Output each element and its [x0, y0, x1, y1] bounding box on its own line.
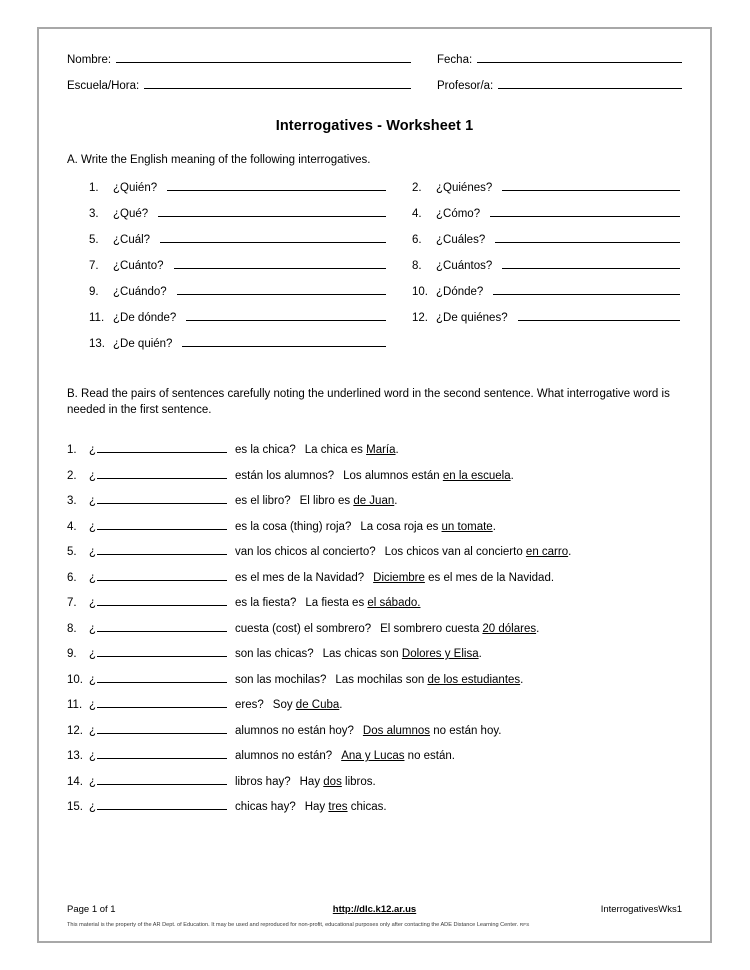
answer-sentence — [363, 725, 502, 737]
sentence-pair — [235, 699, 682, 711]
answer-suffix: es el mes de la Navidad. — [424, 571, 555, 584]
answer-prefix: Hay — [299, 775, 324, 788]
inverted-question-mark: ¿ — [89, 520, 97, 533]
document-id-label: InterrogativesWks1 — [600, 904, 683, 916]
section-b-item — [67, 671, 682, 686]
inverted-question-mark: ¿ — [89, 775, 97, 788]
answer-prefix: El sombrero cuesta — [380, 622, 483, 635]
school-field-group — [67, 77, 437, 92]
answer-write-line[interactable] — [97, 696, 227, 708]
interrogative-word: ¿Dónde? — [436, 285, 484, 298]
interrogative-word: ¿De quién? — [113, 337, 173, 350]
answer-write-line[interactable] — [167, 179, 386, 191]
answer-sentence — [273, 699, 343, 711]
interrogative-word: ¿Cuándo? — [113, 285, 167, 298]
section-b-item — [67, 518, 682, 533]
section-b-item — [67, 543, 682, 558]
footer-main-row — [67, 904, 682, 915]
sentence-pair — [235, 750, 682, 762]
item-number: 15. — [67, 801, 83, 814]
section-a-items — [67, 179, 682, 350]
item-number: 2. — [412, 181, 422, 194]
name-field-group — [67, 51, 437, 66]
answer-write-line[interactable] — [174, 257, 386, 269]
answer-suffix: . — [395, 444, 399, 457]
school-label: Escuela/Hora: — [67, 80, 140, 92]
answer-write-line[interactable] — [97, 773, 227, 785]
item-number: 4. — [412, 207, 422, 220]
answer-sentence — [360, 521, 496, 533]
inverted-question-mark: ¿ — [89, 801, 97, 814]
header-row-name-date — [67, 51, 682, 66]
date-label: Fecha: — [437, 54, 473, 66]
question-sentence: cuesta (cost) el sombrero? — [235, 622, 372, 635]
answer-suffix: . — [394, 495, 398, 508]
interrogative-word: ¿De quiénes? — [436, 311, 508, 324]
section-a-row — [89, 309, 682, 324]
underlined-answer-word: en carro — [525, 546, 569, 559]
underlined-answer-word: Dos alumnos — [362, 724, 431, 737]
source-url-link[interactable]: http://dlc.k12.ar.us — [332, 904, 417, 916]
item-number: 13. — [89, 337, 105, 350]
answer-write-line[interactable] — [97, 798, 227, 810]
answer-suffix: chicas. — [347, 801, 387, 814]
answer-write-line[interactable] — [97, 620, 227, 632]
interrogative-word: ¿Qué? — [113, 207, 149, 220]
interrogative-word: ¿De dónde? — [113, 311, 177, 324]
answer-suffix: no están. — [404, 750, 455, 763]
section-a-item — [89, 283, 412, 298]
section-b-item — [67, 441, 682, 456]
item-number: 11. — [89, 311, 105, 324]
interrogative-word: ¿Cuántos? — [436, 259, 493, 272]
sentence-pair — [235, 521, 682, 533]
underlined-answer-word: un tomate — [441, 520, 493, 533]
sentence-pair — [235, 674, 682, 686]
answer-sentence — [380, 623, 539, 635]
item-number: 1. — [89, 181, 99, 194]
answer-sentence — [300, 495, 398, 507]
answer-prefix: Las chicas son — [322, 648, 402, 661]
item-number: 13. — [67, 750, 83, 763]
answer-sentence — [385, 546, 572, 558]
sentence-pair — [235, 546, 682, 558]
section-a-item — [89, 231, 412, 246]
answer-suffix: . — [478, 648, 482, 661]
answer-prefix: Los alumnos están — [343, 469, 443, 482]
section-b-item — [67, 492, 682, 507]
answer-write-line[interactable] — [97, 594, 227, 606]
inverted-question-mark: ¿ — [89, 622, 97, 635]
answer-write-line[interactable] — [490, 205, 680, 217]
answer-prefix: El libro es — [299, 495, 354, 508]
answer-prefix: Los chicos van al concierto — [384, 546, 526, 559]
underlined-answer-word: María — [366, 444, 396, 457]
inverted-question-mark: ¿ — [89, 597, 97, 610]
inverted-question-mark: ¿ — [89, 724, 97, 737]
interrogative-word: ¿Quién? — [113, 181, 158, 194]
item-number: 10. — [412, 285, 428, 298]
underlined-answer-word: en la escuela — [442, 469, 511, 482]
underlined-answer-word: el sábado. — [367, 597, 421, 610]
answer-suffix: . — [536, 622, 540, 635]
page-title: Interrogatives - Worksheet 1 — [275, 118, 474, 134]
answer-write-line[interactable] — [97, 441, 227, 453]
question-sentence: alumnos no están hoy? — [235, 724, 354, 737]
answer-write-line[interactable] — [97, 722, 227, 734]
answer-write-line[interactable] — [186, 309, 386, 321]
item-number: 12. — [67, 724, 83, 737]
answer-write-line[interactable] — [97, 518, 227, 530]
underlined-answer-word: tres — [328, 801, 348, 814]
underlined-answer-word: Ana y Lucas — [341, 750, 405, 763]
section-a-item — [412, 179, 682, 194]
answer-sentence — [305, 801, 387, 813]
answer-write-line[interactable] — [97, 492, 227, 504]
section-a-item — [89, 179, 412, 194]
question-sentence: es la chica? — [235, 444, 296, 457]
section-a-row — [89, 179, 682, 194]
answer-write-line[interactable] — [518, 309, 680, 321]
answer-write-line[interactable] — [495, 231, 680, 243]
inverted-question-mark: ¿ — [89, 469, 97, 482]
inverted-question-mark: ¿ — [89, 699, 97, 712]
section-b-item — [67, 645, 682, 660]
answer-write-line[interactable] — [182, 335, 386, 347]
section-a-item — [412, 283, 682, 298]
question-sentence: son las chicas? — [235, 648, 314, 661]
question-sentence: libros hay? — [235, 775, 291, 788]
answer-suffix: . — [568, 546, 572, 559]
underlined-answer-word: Dolores y Elisa — [401, 648, 479, 661]
underlined-answer-word: Diciembre — [373, 571, 425, 584]
page-number-label: Page 1 of 1 — [67, 904, 116, 916]
answer-write-line[interactable] — [160, 231, 386, 243]
answer-sentence — [335, 674, 523, 686]
item-number: 12. — [412, 311, 428, 324]
item-number: 3. — [67, 495, 77, 508]
section-a-row — [89, 231, 682, 246]
worksheet-page — [37, 27, 712, 943]
section-a-row — [89, 205, 682, 220]
disclaimer-text: This material is the property of the AR Dept. of Education. It may be used and reproduced for non-profit, educational purposes only after contacting the ADE Distance Learning Center. — [67, 922, 519, 929]
answer-write-line[interactable] — [493, 283, 680, 295]
inverted-question-mark: ¿ — [89, 648, 97, 661]
inverted-question-mark: ¿ — [89, 495, 97, 508]
item-number: 10. — [67, 673, 83, 686]
teacher-write-line[interactable] — [498, 77, 682, 89]
underlined-answer-word: de los estudiantes — [427, 673, 521, 686]
header-row-school-teacher — [67, 77, 682, 92]
worksheet-content — [39, 29, 710, 813]
question-sentence: es el libro? — [235, 495, 291, 508]
answer-prefix: La chica es — [304, 444, 367, 457]
question-sentence: eres? — [235, 699, 264, 712]
section-a-row — [89, 335, 682, 350]
section-a-item — [412, 205, 682, 220]
section-b-instruction: B. Read the pairs of sentences carefully noting the underlined word in the second sentence. What interrogative word is needed in the first sentence. — [67, 387, 670, 417]
underlined-answer-word: de Cuba — [295, 699, 340, 712]
answer-write-line[interactable] — [97, 747, 227, 759]
answer-prefix: Soy — [272, 699, 296, 712]
section-a-item — [89, 257, 412, 272]
answer-prefix: Hay — [304, 801, 329, 814]
item-number: 6. — [412, 233, 422, 246]
item-number: 6. — [67, 571, 77, 584]
section-b-items — [67, 441, 682, 813]
answer-suffix: . — [339, 699, 343, 712]
underlined-answer-word: de Juan — [353, 495, 395, 508]
answer-sentence — [373, 572, 554, 584]
section-b-item — [67, 569, 682, 584]
answer-suffix: . — [492, 520, 496, 533]
section-a-item — [412, 309, 682, 324]
sentence-pair — [235, 648, 682, 660]
date-write-line[interactable] — [477, 51, 682, 63]
question-sentence: es la cosa (thing) roja? — [235, 520, 352, 533]
item-number: 7. — [89, 259, 99, 272]
item-number: 14. — [67, 775, 83, 788]
sentence-pair — [235, 597, 682, 609]
interrogative-word: ¿Cuál? — [113, 233, 151, 246]
answer-sentence — [323, 648, 482, 660]
item-number: 5. — [67, 546, 77, 559]
question-sentence: están los alumnos? — [235, 469, 335, 482]
sentence-pair — [235, 444, 682, 456]
section-a-item — [412, 257, 682, 272]
answer-write-line[interactable] — [97, 467, 227, 479]
sentence-pair — [235, 470, 682, 482]
section-b-item — [67, 467, 682, 482]
teacher-label: Profesor/a: — [437, 80, 494, 92]
school-write-line[interactable] — [144, 77, 411, 89]
copyright-disclaimer — [67, 922, 682, 929]
question-sentence: es la fiesta? — [235, 597, 297, 610]
answer-write-line[interactable] — [502, 179, 680, 191]
name-write-line[interactable] — [116, 51, 411, 63]
teacher-field-group — [437, 77, 682, 92]
interrogative-word: ¿Cómo? — [436, 207, 481, 220]
sentence-pair — [235, 725, 682, 737]
section-b-item — [67, 594, 682, 609]
answer-write-line[interactable] — [97, 569, 227, 581]
question-sentence: son las mochilas? — [235, 673, 327, 686]
question-sentence: chicas hay? — [235, 801, 296, 814]
item-number: 8. — [67, 622, 77, 635]
inverted-question-mark: ¿ — [89, 750, 97, 763]
page-footer — [39, 904, 710, 929]
sentence-pair — [235, 572, 682, 584]
interrogative-word: ¿Cuáles? — [436, 233, 486, 246]
item-number: 1. — [67, 444, 77, 457]
question-sentence: van los chicos al concierto? — [235, 546, 376, 559]
answer-sentence — [341, 750, 455, 762]
answer-suffix: . — [510, 469, 514, 482]
section-a-item — [89, 205, 412, 220]
section-b-item — [67, 747, 682, 762]
section-b-item — [67, 696, 682, 711]
answer-suffix: libros. — [341, 775, 376, 788]
underlined-answer-word: dos — [323, 775, 342, 788]
date-field-group — [437, 51, 682, 66]
answer-write-line[interactable] — [177, 283, 386, 295]
inverted-question-mark: ¿ — [89, 571, 97, 584]
section-a-item — [412, 231, 682, 246]
sentence-pair — [235, 801, 682, 813]
section-a-row — [89, 257, 682, 272]
answer-prefix: La fiesta es — [305, 597, 368, 610]
question-sentence: es el mes de la Navidad? — [235, 571, 365, 584]
answer-write-line[interactable] — [158, 205, 386, 217]
sentence-pair — [235, 495, 682, 507]
underlined-answer-word: 20 dólares — [482, 622, 537, 635]
item-number: 11. — [67, 699, 83, 712]
answer-write-line[interactable] — [97, 671, 227, 683]
answer-sentence — [343, 470, 514, 482]
section-a-empty-cell — [412, 335, 682, 350]
answer-prefix: La cosa roja es — [360, 520, 442, 533]
sentence-pair — [235, 623, 682, 635]
item-number: 5. — [89, 233, 99, 246]
answer-prefix: Las mochilas son — [335, 673, 428, 686]
disclaimer-initials: RFS — [519, 923, 530, 929]
section-a-item — [89, 335, 412, 350]
inverted-question-mark: ¿ — [89, 673, 97, 686]
answer-suffix: . — [520, 673, 524, 686]
sentence-pair — [235, 776, 682, 788]
item-number: 7. — [67, 597, 77, 610]
answer-sentence — [300, 776, 376, 788]
item-number: 9. — [67, 648, 77, 661]
answer-sentence — [305, 444, 399, 456]
item-number: 3. — [89, 207, 99, 220]
item-number: 4. — [67, 520, 77, 533]
section-b-item — [67, 773, 682, 788]
question-sentence: alumnos no están? — [235, 750, 333, 763]
item-number: 8. — [412, 259, 422, 272]
interrogative-word: ¿Quiénes? — [436, 181, 493, 194]
name-label: Nombre: — [67, 54, 112, 66]
answer-write-line[interactable] — [502, 257, 680, 269]
section-a-row — [89, 283, 682, 298]
answer-write-line[interactable] — [97, 645, 227, 657]
inverted-question-mark: ¿ — [89, 444, 97, 457]
inverted-question-mark: ¿ — [89, 546, 97, 559]
section-b-item — [67, 798, 682, 813]
answer-write-line[interactable] — [97, 543, 227, 555]
section-b-item — [67, 722, 682, 737]
section-a-instruction: A. Write the English meaning of the following interrogatives. — [67, 154, 371, 166]
section-b-item — [67, 620, 682, 635]
interrogative-word: ¿Cuánto? — [113, 259, 164, 272]
item-number: 9. — [89, 285, 99, 298]
section-a-item — [89, 309, 412, 324]
answer-sentence — [305, 597, 420, 609]
item-number: 2. — [67, 469, 77, 482]
answer-suffix: no están hoy. — [430, 724, 502, 737]
